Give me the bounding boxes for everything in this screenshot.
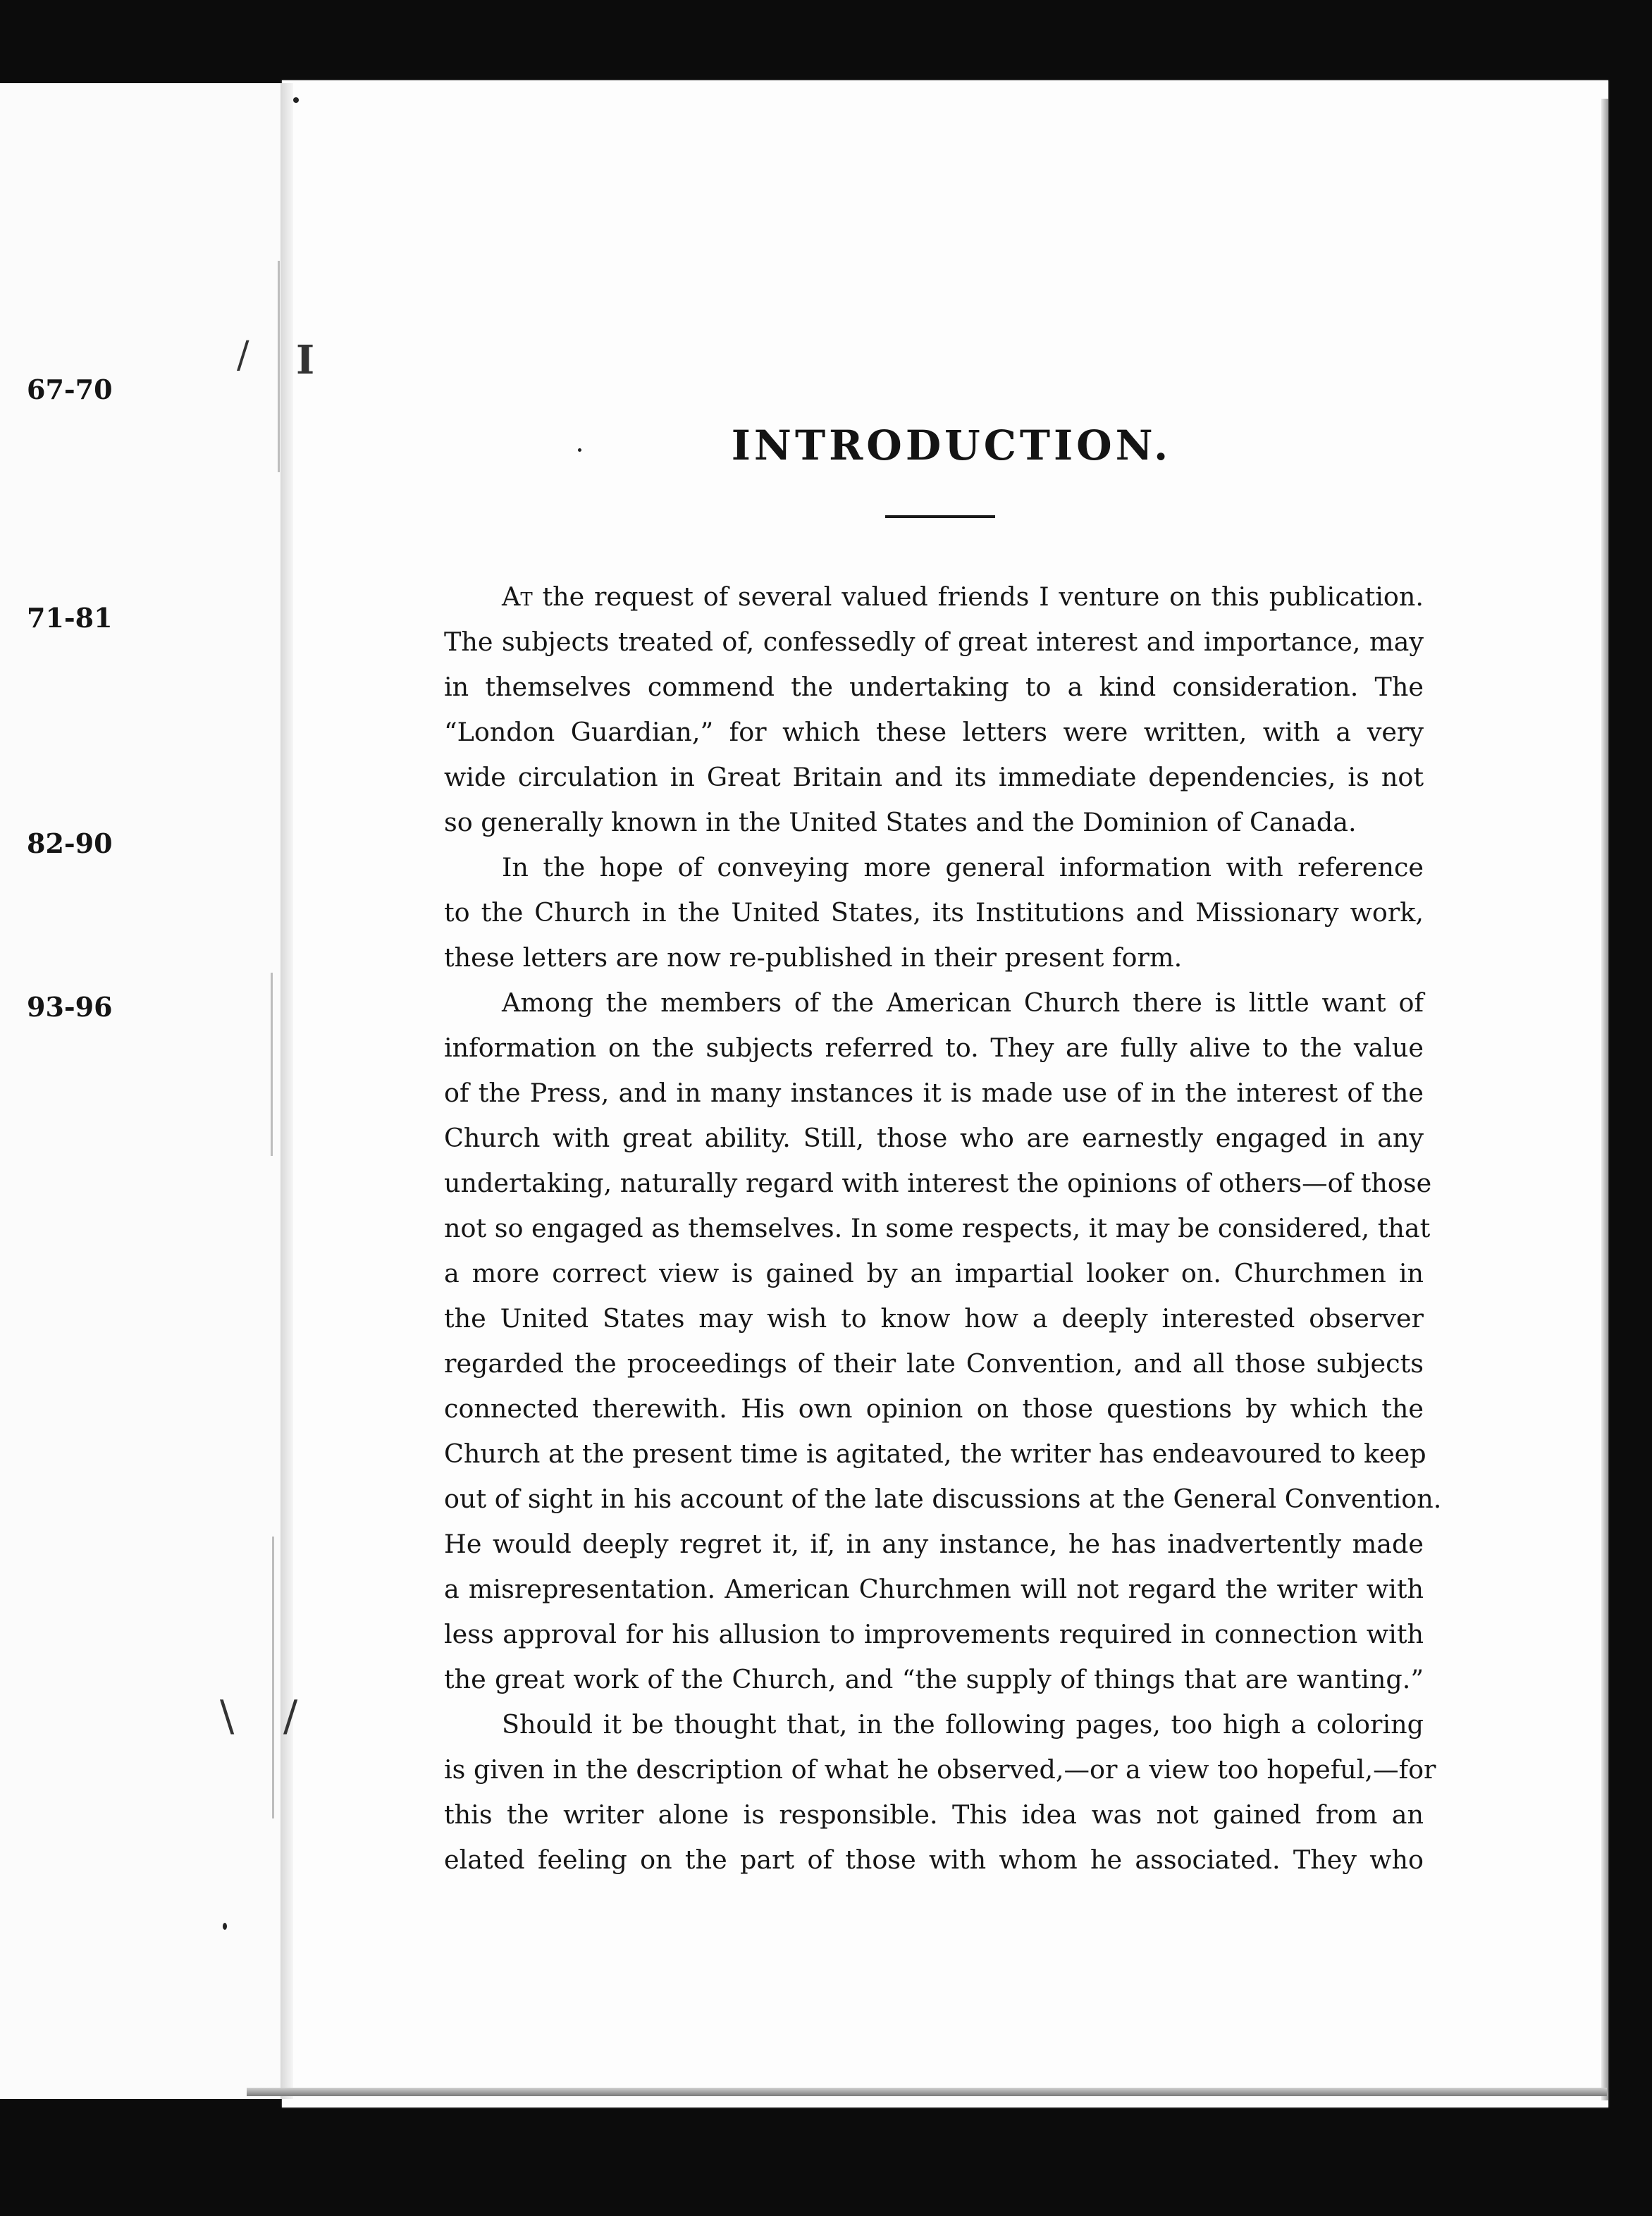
speck xyxy=(293,97,299,103)
text-line: so generally known in the United States and the Dominion of Canada. xyxy=(444,807,1357,837)
text-line: of the Press, and in many instances it is made use of in the interest of the xyxy=(444,1078,1424,1108)
text-line: is given in the description of what he observed,—or a view too hopeful,—for xyxy=(444,1754,1436,1785)
text-line: Church at the present time is agitated, the writer has endeavoured to keep xyxy=(444,1439,1426,1469)
text-line: information on the subjects referred to. They are fully alive to the value xyxy=(444,1033,1424,1063)
text-line: this the writer alone is responsible. This idea was not gained from an xyxy=(444,1799,1424,1830)
text-line: out of sight in his account of the late discussions at the General Convention. xyxy=(444,1484,1442,1514)
text-line: to the Church in the United States, its Institutions and Missionary work, xyxy=(444,897,1424,928)
stitch-mark: I xyxy=(296,337,315,383)
text-line: At the request of several valued friends I venture on this publication. xyxy=(502,581,1424,612)
title-rule xyxy=(885,515,995,518)
speck xyxy=(223,1923,227,1930)
page-ref-1: 67-70 xyxy=(27,374,113,405)
stitch-mark: / xyxy=(237,334,249,376)
page-fold xyxy=(281,83,293,2099)
text-line: He would deeply regret it, if, in any instance, he has inadvertently made xyxy=(444,1529,1424,1559)
stitch-mark: / xyxy=(283,1692,298,1741)
page-ref-2: 71-81 xyxy=(27,602,113,634)
text-line: these letters are now re-published in their present form. xyxy=(444,942,1183,973)
text-line: the United States may wish to know how a deeply interested observer xyxy=(444,1303,1424,1334)
text-line: wide circulation in Great Britain and its immediate dependencies, is not xyxy=(444,762,1424,792)
text-line: elated feeling on the part of those with whom he associated. They who xyxy=(444,1845,1424,1875)
text-line: “London Guardian,” for which these letters were written, with a very xyxy=(444,717,1424,747)
text-line: a misrepresentation. American Churchmen will not regard the writer with xyxy=(444,1574,1424,1604)
binding-mark xyxy=(272,1537,274,1818)
text-line: less approval for his allusion to improvements required in connection with xyxy=(444,1619,1424,1649)
text-line: not so engaged as themselves. In some respects, it may be considered, that xyxy=(444,1213,1431,1243)
text-line: The subjects treated of, confessedly of great interest and importance, may xyxy=(444,627,1424,657)
text-line: Among the members of the American Church there is little want of xyxy=(502,987,1424,1018)
text-line: connected therewith. His own opinion on those questions by which the xyxy=(444,1393,1424,1424)
text-line: In the hope of conveying more general information with reference xyxy=(502,852,1424,882)
text-line: Should it be thought that, in the following pages, too high a coloring xyxy=(502,1709,1424,1740)
chapter-title: INTRODUCTION. xyxy=(731,421,1172,469)
page-ref-3: 82-90 xyxy=(27,827,113,859)
page-edge-right xyxy=(1601,99,1608,2100)
page-edge-bottom xyxy=(247,2088,1607,2096)
binding-mark xyxy=(271,973,273,1156)
text-line: the great work of the Church, and “the supply of things that are wanting.” xyxy=(444,1664,1424,1694)
drop-word: At xyxy=(502,581,533,612)
binding-mark xyxy=(278,261,280,472)
text-line: in themselves commend the undertaking to a kind consideration. The xyxy=(444,672,1424,702)
text-line: a more correct view is gained by an impartial looker on. Churchmen in xyxy=(444,1258,1424,1288)
text-line: Church with great ability. Still, those who are earnestly engaged in any xyxy=(444,1123,1424,1153)
text-line: undertaking, naturally regard with interest the opinions of others—of those xyxy=(444,1168,1432,1198)
page-ref-4: 93-96 xyxy=(27,991,113,1023)
text-line: regarded the proceedings of their late Convention, and all those subjects xyxy=(444,1348,1424,1379)
stitch-mark: \ xyxy=(220,1692,235,1741)
